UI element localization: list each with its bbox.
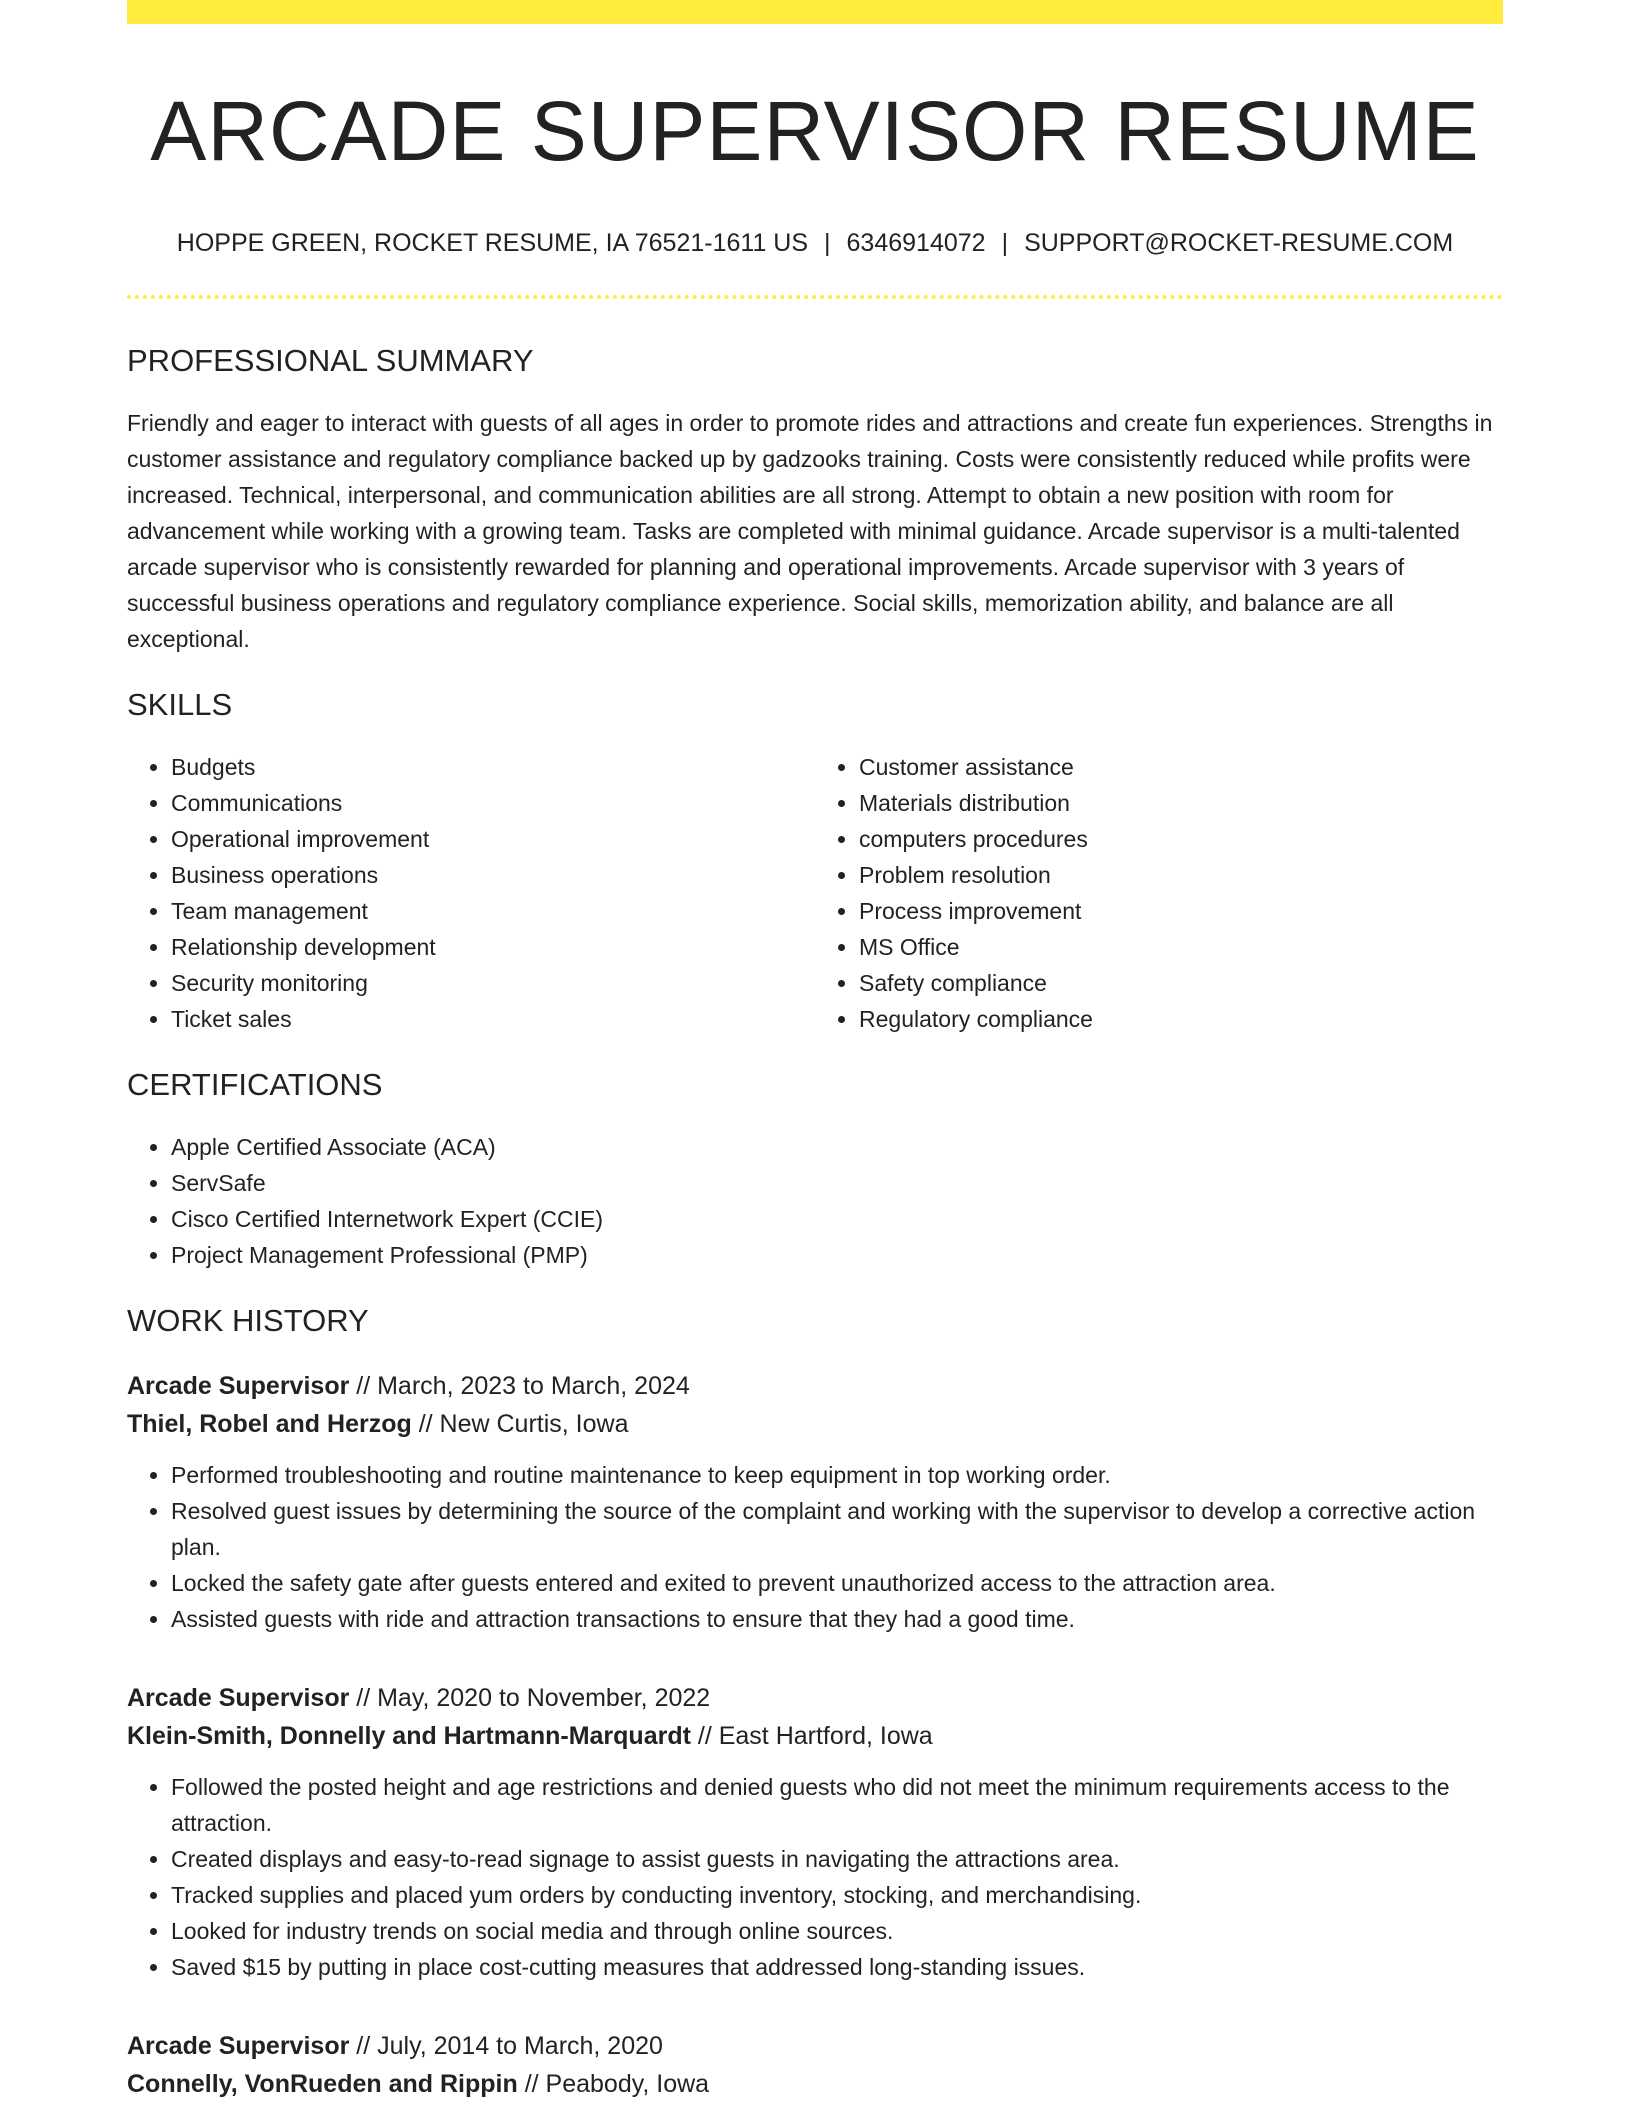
skill-item: • Communications	[171, 785, 815, 821]
job-company-line	[127, 1405, 1503, 1443]
certifications-heading: CERTIFICATIONS	[127, 1067, 383, 1102]
skill-item: • computers procedures	[859, 821, 1503, 857]
job-dates: // May, 2020 to November, 2022	[349, 1684, 711, 1712]
skills-section	[127, 687, 1503, 1037]
skill-item: • Team management	[171, 893, 815, 929]
skill-item: • Safety compliance	[859, 965, 1503, 1001]
skill-item: • Operational improvement	[171, 821, 815, 857]
skill-item: • Business operations	[171, 857, 815, 893]
skill-item: • Security monitoring	[171, 965, 815, 1001]
contact-email: SUPPORT@ROCKET-RESUME.COM	[1024, 229, 1454, 257]
work-history-section	[127, 1303, 1503, 2103]
work-history-heading: WORK HISTORY	[127, 1303, 369, 1338]
skill-item: • Ticket sales	[171, 1001, 815, 1037]
job-company-line	[127, 2065, 1503, 2103]
skill-item: • Materials distribution	[859, 785, 1503, 821]
resume-title: ARCADE SUPERVISOR RESUME	[150, 84, 1480, 178]
certifications-list	[127, 1129, 1503, 1273]
job-company-line	[127, 1717, 1503, 1755]
job-title-line	[127, 2027, 1503, 2065]
skill-item: • Regulatory compliance	[859, 1001, 1503, 1037]
job-bullet: • Tracked supplies and placed yum orders by conducting inventory, stocking, and merchandising.	[171, 1877, 1503, 1913]
top-accent-bar	[127, 0, 1503, 24]
summary-heading: PROFESSIONAL SUMMARY	[127, 343, 534, 378]
contact-phone: 6346914072	[846, 229, 986, 257]
skill-item: • Budgets	[171, 749, 815, 785]
job-bullet: • Saved $15 by putting in place cost-cutting measures that addressed long-standing issues.	[171, 1949, 1503, 1985]
contact-separator: |	[1001, 229, 1009, 257]
job-bullet: • Followed the posted height and age restrictions and denied guests who did not meet the minimum requirements access to the attraction.	[171, 1769, 1503, 1841]
job-bullet: • Performed troubleshooting and routine maintenance to keep equipment in top working order.	[171, 1457, 1503, 1493]
contact-line	[127, 228, 1503, 258]
skills-heading: SKILLS	[127, 687, 233, 722]
job-location: // East Hartford, Iowa	[690, 1722, 933, 1750]
job-bullet: • Created displays and easy-to-read signage to assist guests in navigating the attractions area.	[171, 1841, 1503, 1877]
job-location: // Peabody, Iowa	[517, 2070, 710, 2098]
job-bullet: • Resolved guest issues by determining the source of the complaint and working with the supervisor to develop a corrective action plan.	[171, 1493, 1503, 1565]
job-bullets	[127, 1769, 1503, 1985]
job-title-line	[127, 1679, 1503, 1717]
job-dates: // July, 2014 to March, 2020	[349, 2032, 663, 2060]
skill-item: • MS Office	[859, 929, 1503, 965]
certification-item: • ServSafe	[171, 1165, 1503, 1201]
skill-item: • Customer assistance	[859, 749, 1503, 785]
skills-grid	[127, 749, 1503, 1037]
summary-section	[127, 343, 1503, 657]
job-company: Connelly, VonRueden and Rippin	[127, 2070, 518, 2098]
job-bullet: • Looked for industry trends on social media and through online sources.	[171, 1913, 1503, 1949]
contact-address: HOPPE GREEN, ROCKET RESUME, IA 76521-1611 US	[176, 229, 809, 257]
job-entry	[127, 1367, 1503, 1637]
skill-item: • Relationship development	[171, 929, 815, 965]
job-role: Arcade Supervisor	[127, 1684, 350, 1712]
certification-item: • Cisco Certified Internetwork Expert (CCIE)	[171, 1201, 1503, 1237]
job-bullet: • Assisted guests with ride and attraction transactions to ensure that they had a good time.	[171, 1601, 1503, 1637]
job-bullets	[127, 1457, 1503, 1637]
job-location: // New Curtis, Iowa	[411, 1410, 629, 1438]
job-company: Thiel, Robel and Herzog	[127, 1410, 412, 1438]
certification-item: • Project Management Professional (PMP)	[171, 1237, 1503, 1273]
job-company: Klein-Smith, Donnelly and Hartmann-Marquardt	[127, 1722, 691, 1750]
header-divider	[127, 295, 1503, 299]
job-role: Arcade Supervisor	[127, 1372, 350, 1400]
skills-list-left	[127, 749, 815, 1037]
resume-page	[127, 0, 1503, 2103]
job-title-line	[127, 1367, 1503, 1405]
certifications-section	[127, 1067, 1503, 1273]
job-dates: // March, 2023 to March, 2024	[349, 1372, 690, 1400]
skill-item: • Problem resolution	[859, 857, 1503, 893]
summary-text: Friendly and eager to interact with guests of all ages in order to promote rides and attractions and create fun experiences. Strengths in customer assistance and regulatory compliance backed up by gadzooks training. Costs were consistently reduced while profits were increased. Technical, interpersonal, and communication abilities are all strong. Attempt to obtain a new position with room for advancement while working with a growing team. Tasks are completed with minimal guidance. Arcade supervisor is a multi-talented arcade supervisor who is consistently rewarded for planning and operational improvements. Arcade supervisor with 3 years of successful business operations and regulatory compliance experience. Social skills, memorization ability, and balance are all exceptional.	[127, 410, 1493, 652]
job-entry	[127, 1679, 1503, 1985]
job-bullet: • Locked the safety gate after guests entered and exited to prevent unauthorized access to the attraction area.	[171, 1565, 1503, 1601]
contact-separator: |	[824, 229, 831, 257]
skill-item: • Process improvement	[859, 893, 1503, 929]
skills-list-right	[815, 749, 1503, 1037]
job-entry	[127, 2027, 1503, 2103]
job-role: Arcade Supervisor	[127, 2032, 350, 2060]
certification-item: • Apple Certified Associate (ACA)	[171, 1129, 1503, 1165]
